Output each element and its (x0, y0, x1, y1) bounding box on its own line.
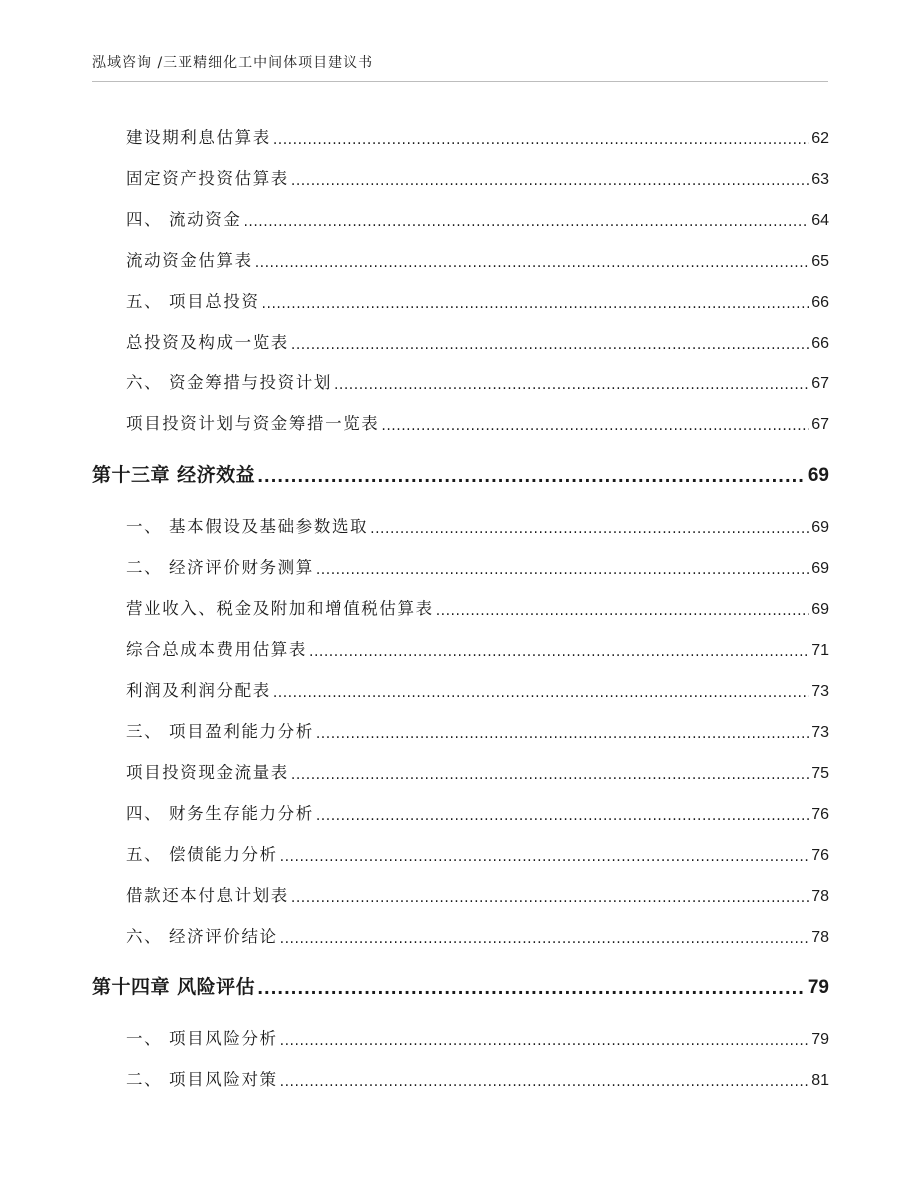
toc-entry[interactable] (126, 595, 829, 619)
toc-entry[interactable] (126, 206, 829, 230)
toc-entry-page: 65 (811, 253, 829, 270)
toc-entry[interactable] (126, 554, 829, 578)
toc-dot-leader (257, 977, 806, 996)
toc-dot-leader (291, 887, 809, 904)
toc-dot-leader (316, 559, 809, 576)
toc-dot-leader (316, 805, 809, 822)
toc-entry-title: 项目投资计划与资金筹措一览表 (126, 414, 380, 433)
toc-entry-title: 流动资金估算表 (126, 251, 253, 270)
toc-entry[interactable] (126, 247, 829, 271)
toc-dot-leader (334, 374, 809, 391)
toc-chapter-entry[interactable] (92, 972, 829, 999)
toc-entry-page: 75 (811, 765, 829, 782)
toc-dot-leader (262, 293, 810, 310)
toc-entry[interactable] (126, 882, 829, 906)
toc-dot-leader (257, 465, 806, 484)
toc-entry-title: 四、 财务生存能力分析 (126, 804, 314, 823)
toc-dot-leader (280, 928, 810, 945)
toc-dot-leader (291, 334, 809, 351)
toc-dot-leader (255, 252, 810, 269)
toc-dot-leader (291, 170, 809, 187)
toc-entry-page: 69 (811, 560, 829, 577)
toc-entry-title: 二、 项目风险对策 (126, 1070, 278, 1089)
toc-entry-title: 利润及利润分配表 (126, 681, 271, 700)
toc-entry-title: 固定资产投资估算表 (126, 169, 289, 188)
toc-dot-leader (280, 1071, 810, 1088)
toc-dot-leader (381, 415, 809, 432)
toc-chapter-title: 第十四章 风险评估 (92, 976, 256, 998)
toc-dot-leader (273, 682, 809, 699)
toc-entry[interactable] (126, 369, 829, 393)
toc-entry-page: 64 (811, 212, 829, 229)
toc-dot-leader (370, 518, 809, 535)
toc-entry-title: 项目投资现金流量表 (126, 763, 289, 782)
toc-entry-page: 76 (811, 806, 829, 823)
toc-entry-page: 73 (811, 683, 829, 700)
toc-entry-page: 66 (811, 335, 829, 352)
toc-entry-title: 五、 项目总投资 (126, 292, 260, 311)
toc-entry[interactable] (126, 718, 829, 742)
toc-entry-title: 建设期利息估算表 (126, 128, 271, 147)
toc-chapter-entry[interactable] (92, 460, 829, 487)
toc-entry[interactable] (126, 165, 829, 189)
toc-entry[interactable] (126, 636, 829, 660)
toc-entry-title: 综合总成本费用估算表 (126, 640, 307, 659)
toc-entry-page: 66 (811, 294, 829, 311)
toc-entry[interactable] (126, 288, 829, 312)
toc-entry-page: 78 (811, 888, 829, 905)
toc-entry[interactable] (126, 329, 829, 353)
toc-dot-leader (316, 723, 809, 740)
toc-entry-title: 六、 资金筹措与投资计划 (126, 373, 332, 392)
toc-entry[interactable] (126, 1025, 829, 1049)
toc-dot-leader (309, 641, 809, 658)
toc-entry[interactable] (126, 124, 829, 148)
toc-entry[interactable] (126, 513, 829, 537)
toc-entry-title: 二、 经济评价财务测算 (126, 558, 314, 577)
toc-dot-leader (280, 1030, 810, 1047)
toc-entry[interactable] (126, 1066, 829, 1090)
toc-entry-page: 78 (811, 929, 829, 946)
toc-entry-page: 67 (811, 375, 829, 392)
toc-entry-title: 六、 经济评价结论 (126, 927, 278, 946)
toc-entry-page: 81 (811, 1072, 829, 1089)
toc-entry-page: 63 (811, 171, 829, 188)
toc-entry-page: 69 (811, 519, 829, 536)
toc-dot-leader (291, 764, 809, 781)
toc-entry-title: 四、 流动资金 (126, 210, 242, 229)
toc-dot-leader (273, 129, 809, 146)
toc-entry-title: 一、 基本假设及基础参数选取 (126, 517, 369, 536)
toc-entry-title: 总投资及构成一览表 (126, 333, 289, 352)
toc-entry[interactable] (126, 800, 829, 824)
toc-entry-page: 71 (811, 642, 829, 659)
toc-entry[interactable] (126, 923, 829, 947)
toc-entry-page: 76 (811, 847, 829, 864)
toc-entry-title: 三、 项目盈利能力分析 (126, 722, 314, 741)
toc-entry-title: 借款还本付息计划表 (126, 886, 289, 905)
toc-chapter-page: 79 (807, 977, 829, 998)
toc-entry[interactable] (126, 410, 829, 434)
toc-dot-leader (280, 846, 810, 863)
toc-chapter-page: 69 (807, 465, 829, 486)
toc-dot-leader (436, 600, 810, 617)
toc-entry[interactable] (126, 841, 829, 865)
page-header: 泓域咨询 /三亚精细化工中间体项目建议书 (92, 55, 374, 71)
toc-entry[interactable] (126, 759, 829, 783)
toc-entry-title: 营业收入、税金及附加和增值税估算表 (126, 599, 434, 618)
toc-dot-leader (243, 211, 809, 228)
toc-entry-page: 73 (811, 724, 829, 741)
toc-entry-page: 69 (811, 601, 829, 618)
toc-entry-title: 五、 偿债能力分析 (126, 845, 278, 864)
toc-entry[interactable] (126, 677, 829, 701)
toc-entry-page: 67 (811, 416, 829, 433)
toc-chapter-title: 第十三章 经济效益 (92, 464, 256, 486)
toc-entry-title: 一、 项目风险分析 (126, 1029, 278, 1048)
toc-entry-page: 62 (811, 130, 829, 147)
toc-entry-page: 79 (811, 1031, 829, 1048)
